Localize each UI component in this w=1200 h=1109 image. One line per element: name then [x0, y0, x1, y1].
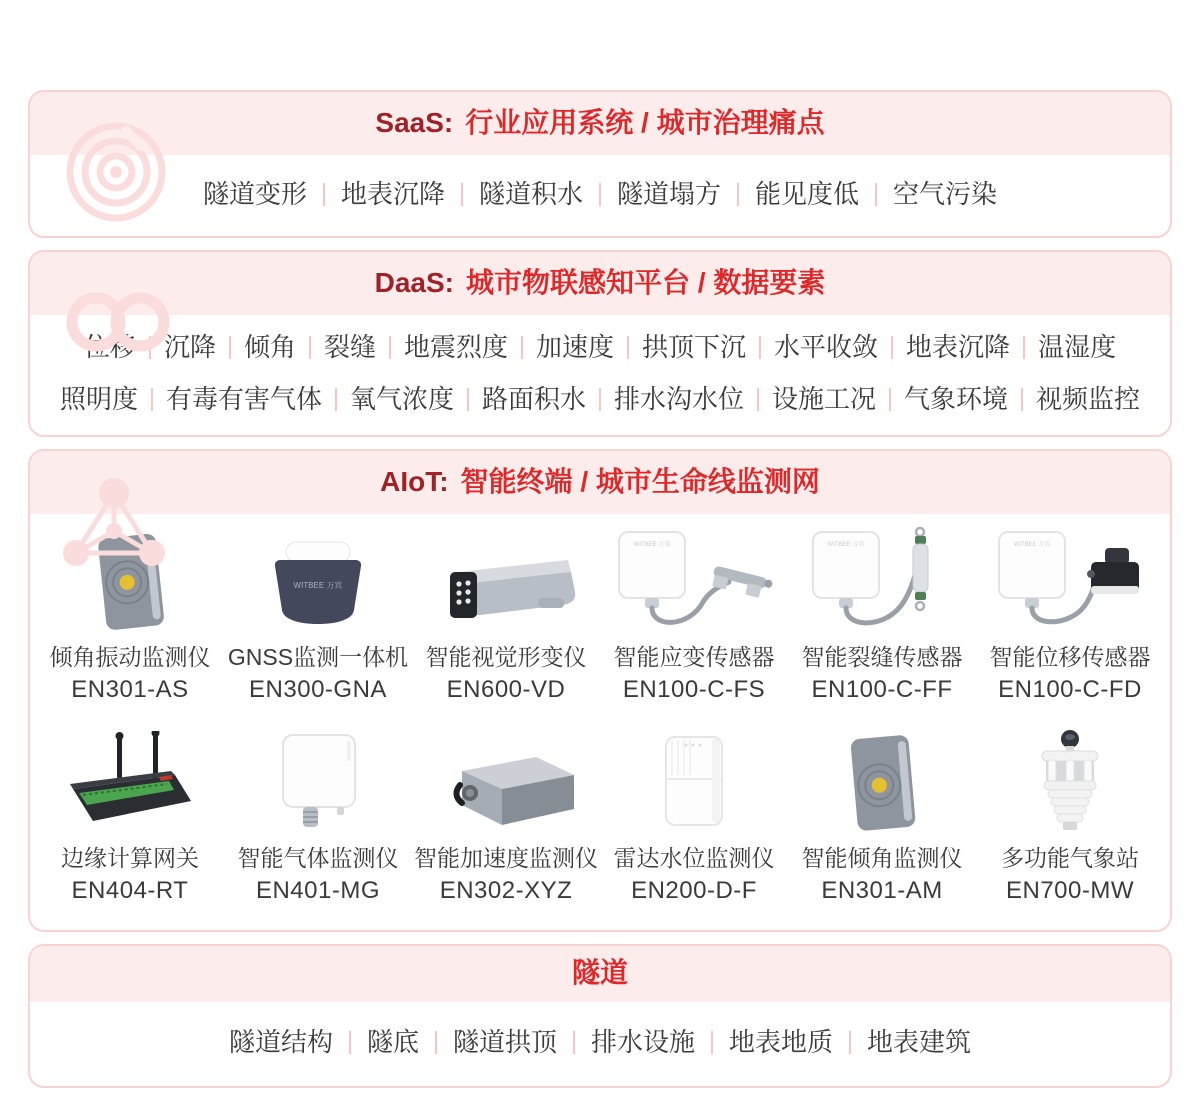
saas-title: 行业应用系统 / 城市治理痛点: [465, 107, 825, 138]
device-model: EN300-GNA: [249, 676, 387, 703]
daas-title: 城市物联感知平台 / 数据要素: [466, 267, 826, 298]
device-model: EN100-C-FS: [622, 676, 766, 703]
tunnel-item: 排水设施: [574, 1022, 712, 1062]
device-model: EN100-C-FD: [998, 676, 1142, 703]
device-card: [788, 522, 976, 705]
strain-sensor-image: [611, 522, 777, 634]
tunnel-item: 隧底: [350, 1022, 436, 1062]
daas-item: 氧气浓度: [336, 379, 468, 419]
daas-item: 倾角: [230, 327, 310, 367]
daas-items: [30, 315, 1170, 435]
daas-item: 有毒有害气体: [152, 379, 336, 419]
device-name: 智能加速度监测仪: [414, 845, 598, 871]
brand-label: WITBEE 万宾: [827, 542, 865, 548]
device-model: EN301-AM: [821, 877, 943, 904]
weather-station-image: [1022, 723, 1118, 835]
device-name: GNSS监测一体机: [227, 644, 409, 670]
device-model: EN700-MW: [1005, 877, 1135, 904]
saas-items: [30, 155, 1170, 236]
tunnel-header: [30, 946, 1170, 1002]
gnss-station-image: [264, 522, 372, 634]
vision-camera-image: [426, 522, 586, 634]
device-card: [224, 723, 412, 906]
saas-title-prefix: SaaS:: [375, 107, 454, 138]
device-card: [788, 723, 976, 906]
daas-item: 地震烈度: [390, 327, 522, 367]
brand-label: WITBEE 万宾: [293, 581, 343, 590]
daas-item: 设施工况: [758, 379, 890, 419]
saas-item: 地表沉降: [324, 174, 462, 214]
device-card: [600, 522, 788, 705]
aiot-title: 智能终端 / 城市生命线监测网: [460, 466, 820, 497]
daas-item: 地表沉降: [892, 327, 1024, 367]
device-name: 智能倾角监测仪: [801, 845, 963, 871]
device-model: EN401-MG: [255, 877, 381, 904]
device-name: 智能位移传感器: [989, 644, 1151, 670]
radar-level-monitor-image: [648, 723, 740, 835]
tunnel-item: 隧道结构: [228, 1027, 333, 1057]
aiot-section: [28, 449, 1172, 932]
saas-item: 隧道积水: [462, 174, 600, 214]
daas-item: 温湿度: [1024, 327, 1130, 367]
saas-section: [28, 90, 1172, 238]
device-card: [976, 723, 1164, 906]
device-model: EN404-RT: [71, 877, 189, 904]
brand-label: WITBEE 万宾: [1013, 542, 1051, 548]
saas-item: 能见度低: [738, 174, 876, 214]
tunnel-items: [30, 1002, 1170, 1086]
saas-item: 隧道变形: [202, 179, 307, 209]
saas-item: 隧道塌方: [600, 174, 738, 214]
tilt-monitor-image: [834, 723, 930, 835]
aiot-title-prefix: AIoT:: [380, 466, 449, 497]
daas-item: 位移: [83, 332, 136, 362]
daas-item: 水平收敛: [760, 327, 892, 367]
saas-item: 空气污染: [876, 174, 1014, 214]
device-name: 智能裂缝传感器: [801, 644, 963, 670]
brand-label: WITBEE 万宾: [633, 542, 671, 548]
tunnel-item: 隧道拱顶: [436, 1022, 574, 1062]
edge-gateway-image: [55, 723, 205, 835]
daas-item: 拱顶下沉: [628, 327, 760, 367]
aiot-header: [30, 451, 1170, 514]
device-card: [412, 723, 600, 906]
device-card: [600, 723, 788, 906]
device-card: [976, 522, 1164, 705]
device-model: EN600-VD: [446, 676, 566, 703]
daas-item: 沉降: [150, 327, 230, 367]
daas-item: 视频监控: [1022, 379, 1154, 419]
daas-item: 气象环境: [890, 379, 1022, 419]
crack-sensor-image: [807, 522, 957, 634]
daas-section: [28, 250, 1172, 437]
gas-monitor-image: [263, 723, 373, 835]
tunnel-item: 地表建筑: [850, 1022, 988, 1062]
device-name: 倾角振动监测仪: [49, 644, 211, 670]
device-card: [36, 522, 224, 705]
tunnel-section: [28, 944, 1172, 1088]
device-name: 智能气体监测仪: [237, 845, 399, 871]
tunnel-item: 地表地质: [712, 1022, 850, 1062]
daas-title-prefix: DaaS:: [374, 267, 455, 298]
daas-item: 路面积水: [468, 379, 600, 419]
aiot-device-grid: [30, 514, 1170, 930]
device-model: EN302-XYZ: [439, 877, 573, 904]
device-model: EN100-C-FF: [811, 676, 953, 703]
accelerometer-image: [430, 723, 582, 835]
device-card: [224, 522, 412, 705]
device-card: [412, 522, 600, 705]
device-name: 智能应变传感器: [613, 644, 775, 670]
daas-item: 排水沟水位: [600, 379, 758, 419]
daas-item: 裂缝: [310, 327, 390, 367]
device-name: 智能视觉形变仪: [425, 644, 587, 670]
displacement-sensor-image: [993, 522, 1147, 634]
device-name: 多功能气象站: [1001, 845, 1139, 871]
device-row-1: [36, 522, 1164, 705]
device-card: [36, 723, 224, 906]
daas-header: [30, 252, 1170, 315]
device-name: 雷达水位监测仪: [613, 845, 775, 871]
saas-header: [30, 92, 1170, 155]
device-model: EN301-AS: [71, 676, 189, 703]
device-name: 边缘计算网关: [61, 845, 199, 871]
tunnel-title: 隧道: [571, 957, 628, 988]
daas-item: 加速度: [522, 327, 628, 367]
device-row-2: [36, 723, 1164, 906]
device-model: EN200-D-F: [631, 877, 757, 904]
daas-item: 照明度: [59, 384, 138, 414]
tilt-vibration-monitor-image: [82, 522, 178, 634]
